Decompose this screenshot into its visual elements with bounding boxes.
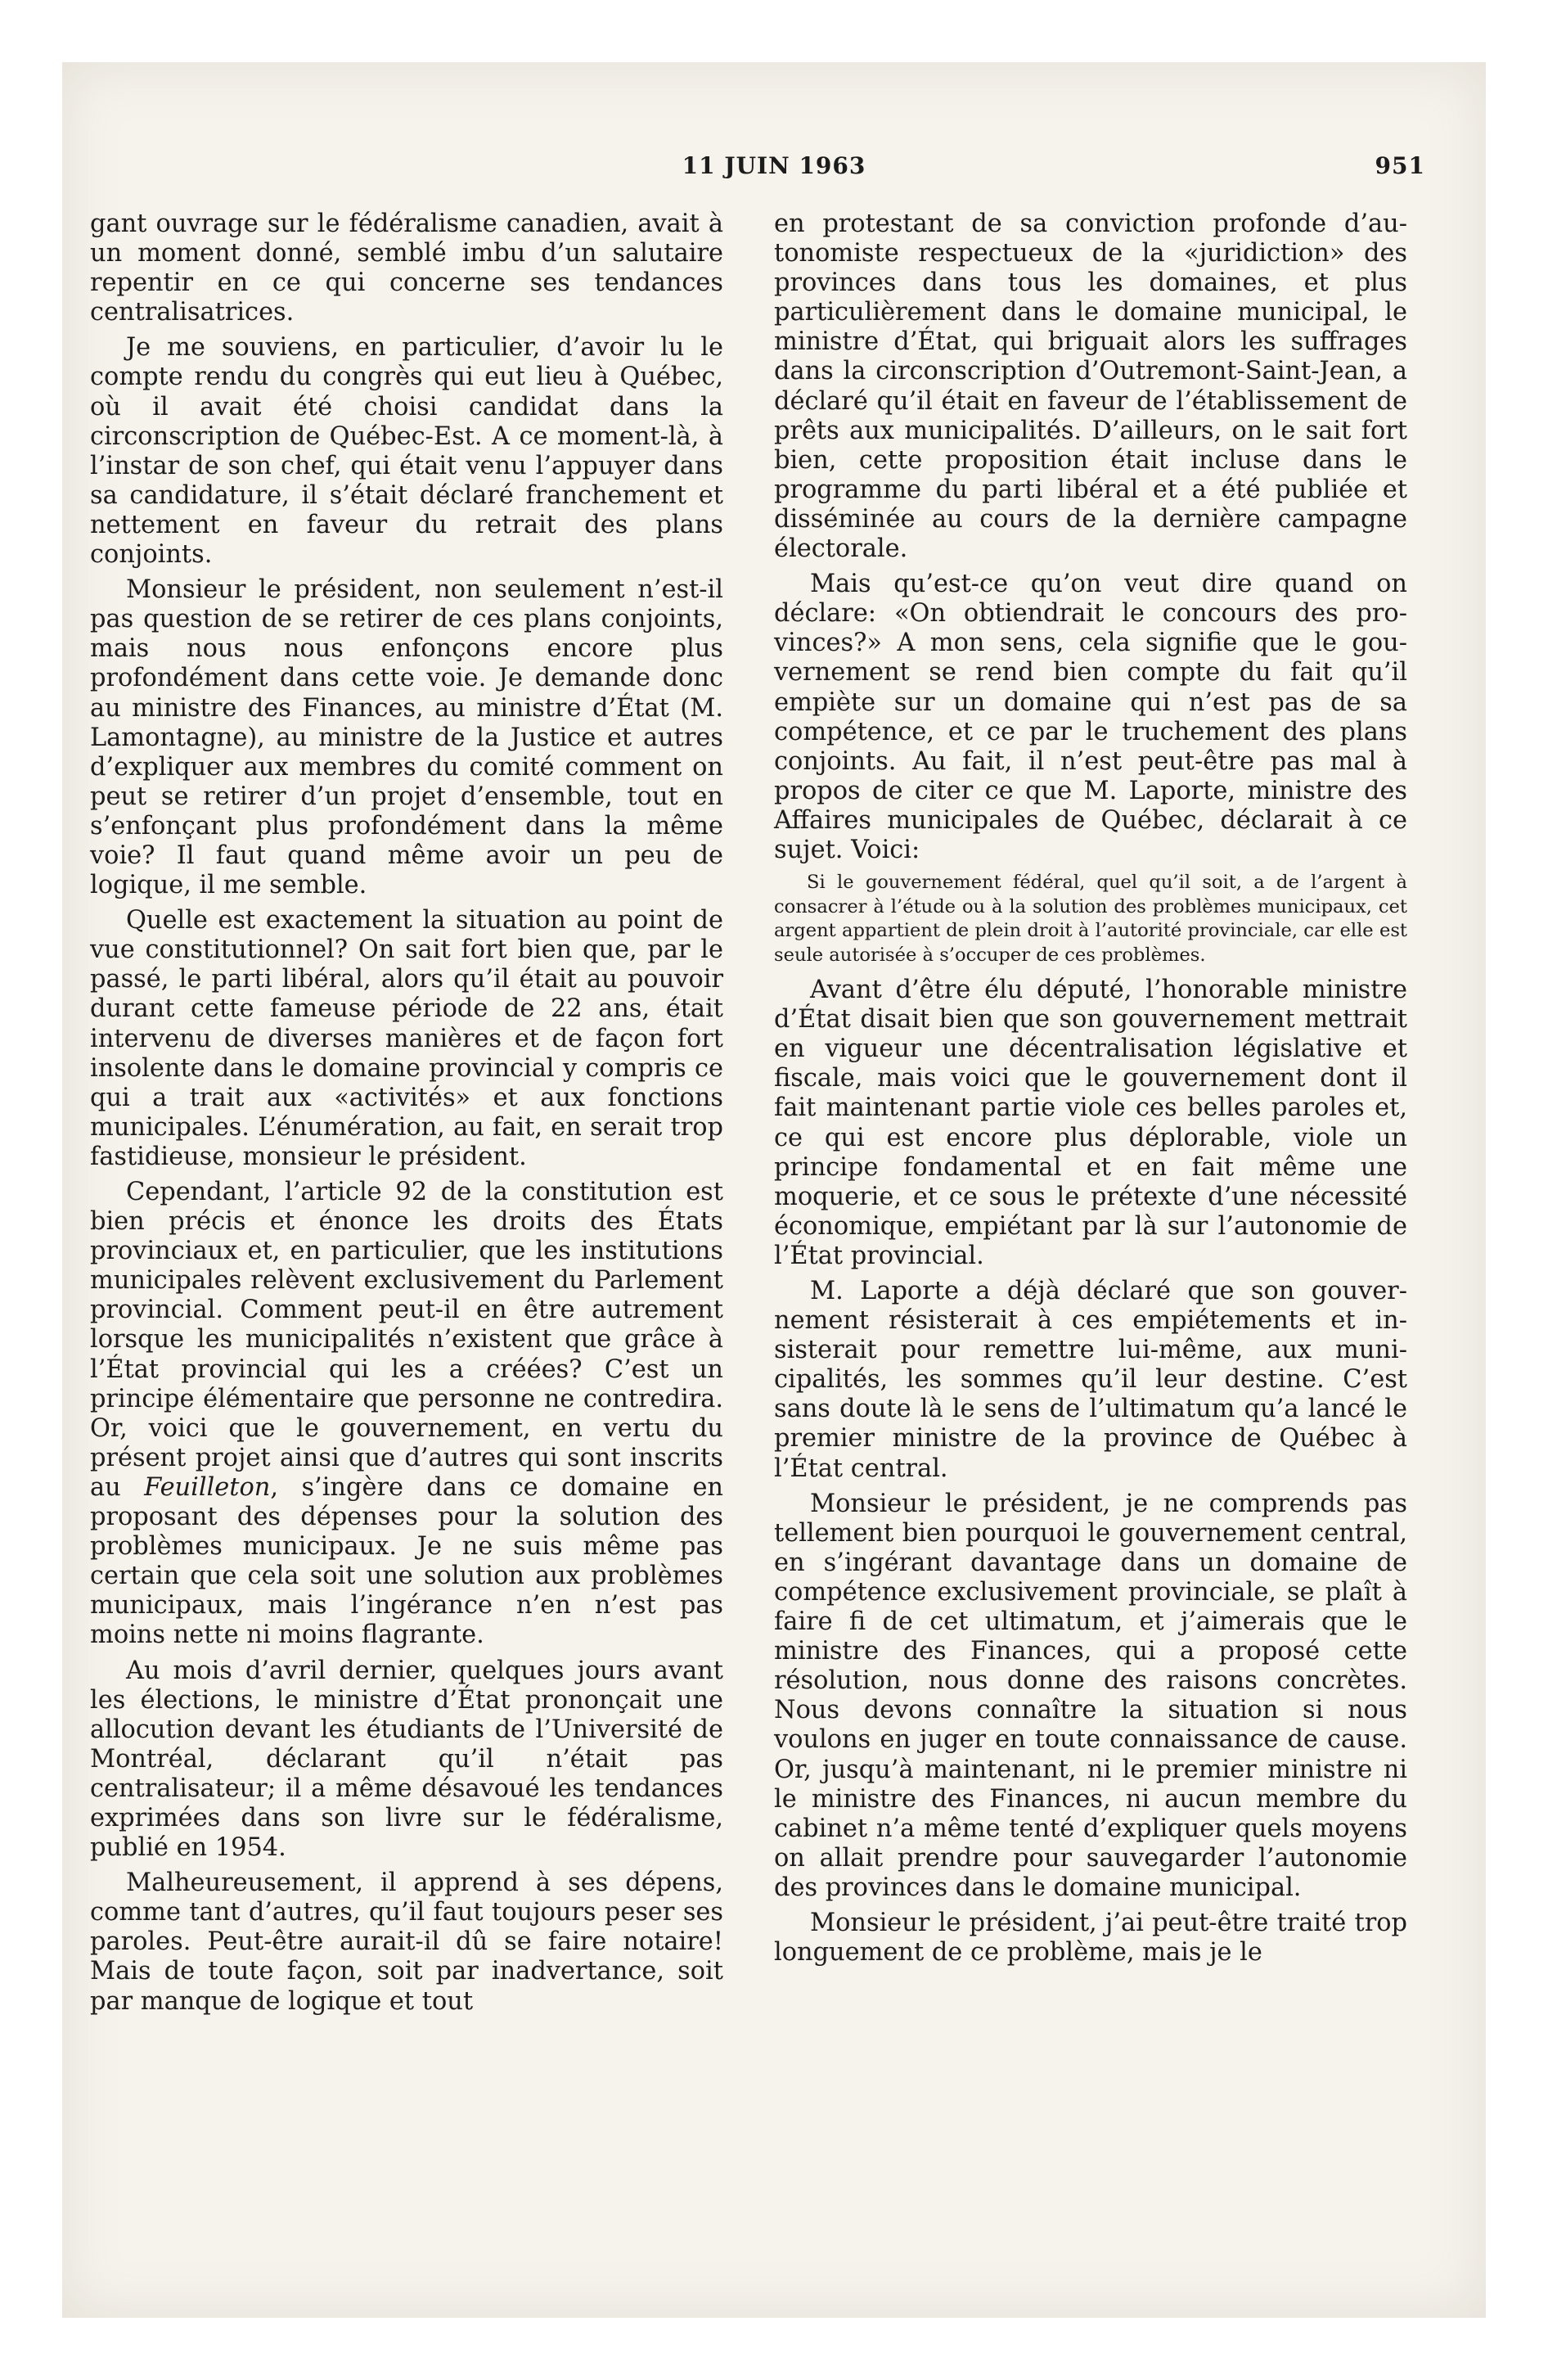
paragraph-text: , s’ingère dans ce domaine en proposant des dépenses pour la solution des problèmes municipaux. Je ne suis même pas certain que cela soit une solution aux problèmes municipaux, mais l’ingérance n’en n’est pas moins nette ni moins flagrante.: [90, 1472, 723, 1650]
quotation: Si le gouvernement fédéral, quel qu’il soit, a de l’argent à consacrer à l’étude ou à la solution des problèmes municipaux, cet argent appartient de plein droit à l’autorité provinciale, car elle est seule autorisée à s’occuper de ces problèmes.: [774, 872, 1407, 966]
page-number: 951: [1375, 152, 1425, 179]
paragraph: Au mois d’avril dernier, quelques jours avant les élections, le ministre d’État prononçait une allocution devant les étudiants de l’Université de Montréal, déclarant qu’il n’était pas centralisateur; il a même désavoué les tendances exprimées dans son livre sur le fédéralisme, publié en 1954.: [90, 1656, 723, 1863]
paragraph: Avant d’être élu député, l’honorable ministre d’État disait bien que son gouvernement mettrait en vigueur une décentralisation législative et fiscale, mais voici que le gouvernement dont il fait maintenant partie viole ces belles paroles et, ce qui est encore plus déplorable, viole un principe fondamental et en fait même une moquerie, et ce sous le prétexte d’une nécessité économique, empiétant par là sur l’autonomie de l’État provincial.: [774, 976, 1407, 1270]
paragraph: [90, 1178, 723, 1651]
left-column: [90, 210, 723, 2022]
paragraph: gant ouvrage sur le fédéralisme canadien, avait à un moment donné, semblé imbu d’un salutaire repentir en ce qui concerne ses tendances centralisatrices.: [90, 210, 723, 327]
paragraph: M. Laporte a déjà déclaré que son gouvernement résisterait à ces empiétements et insisterait pour remettre lui-même, aux municipalités, les sommes qu’il leur destine. C’est sans doute là le sens de l’ultimatum qu’a lancé le premier ministre de la province de Québec à l’État central.: [774, 1277, 1407, 1483]
header-date: 11 JUIN 1963: [682, 152, 866, 179]
right-column: [774, 210, 1407, 1973]
paragraph: en protestant de sa conviction profonde d’autonomiste respectueux de la «juridiction» des provinces dans tous les domaines, et plus particulièrement dans le domaine municipal, le ministre d’État, qui briguait alors les suffrages dans la circonscription d’Outremont-Saint-Jean, a déclaré qu’il était en faveur de l’établissement de prêts aux municipalités. D’ailleurs, on le sait fort bien, cette proposition était incluse dans le programme du parti libéral et a été publiée et disséminée au cours de la dernière campagne électorale.: [774, 210, 1407, 564]
feuilleton-italic: Feuilleton: [144, 1472, 271, 1502]
paragraph: Quelle est exactement la situation au point de vue constitutionnel? On sait fort bien que, par le passé, le parti libéral, alors qu’il était au pouvoir durant cette fameuse période de 22 ans, était intervenu de diverses manières et de façon fort insolente dans le domaine provincial y compris ce qui a trait aux «activités» et aux fonctions municipales. L’énumération, au fait, en serait trop fastidieuse, monsieur le président.: [90, 906, 723, 1171]
paragraph: Monsieur le président, non seulement n’est-il pas question de se retirer de ces plans conjoints, mais nous nous enfonçons encore plus profondément dans cette voie. Je demande donc au ministre des Finances, au ministre d’État (M. Lamontagne), au ministre de la Justice et autres d’expliquer aux membres du comité comment on peut se retirer d’un projet d’ensemble, tout en s’enfonçant plus profondément dans la même voie? Il faut quand même avoir un peu de logique, il me semble.: [90, 575, 723, 900]
paragraph: Malheureusement, il apprend à ses dépens, comme tant d’autres, qu’il faut toujours peser ses paroles. Peut-être aurait-il dû se faire notaire! Mais de toute façon, soit par inadvertance, soit par manque de logique et tout: [90, 1868, 723, 2016]
paragraph: Mais qu’est-ce qu’on veut dire quand on déclare: «On obtiendrait le concours des provinces?» A mon sens, cela signifie que le gouvernement se rend bien compte du fait qu’il empiète sur un domaine qui n’est pas de sa compétence, et ce par le truchement des plans conjoints. Au fait, il n’est peut-être pas mal à propos de citer ce que M. Laporte, ministre des Affaires municipales de Québec, déclarait à ce sujet. Voici:: [774, 570, 1407, 864]
paragraph: Monsieur le président, je ne comprends pas tellement bien pourquoi le gouvernement central, en s’ingérant davantage dans un domaine de compétence exclusivement provinciale, se plaît à faire fi de cet ultimatum, et j’aimerais que le ministre des Finances, qui a proposé cette résolution, nous donne des raisons concrètes. Nous devons connaître la situation si nous voulons en juger en toute connaissance de cause. Or, jusqu’à maintenant, ni le premier ministre ni le ministre des Finances, ni aucun membre du cabinet n’a même tenté d’expliquer quels moyens on allait prendre pour sauvegarder l’autonomie des provinces dans le domaine municipal.: [774, 1489, 1407, 1902]
page-header: [123, 152, 1425, 185]
paragraph: Je me souviens, en particulier, d’avoir lu le compte rendu du congrès qui eut lieu à Québec, où il avait été choisi candidat dans la circonscription de Québec-Est. A ce moment-là, à l’instar de son chef, qui était venu l’appuyer dans sa candidature, il s’était déclaré franchement et nettement en faveur du retrait des plans conjoints.: [90, 333, 723, 570]
paragraph: Monsieur le président, j’ai peut-être traité trop longuement de ce problème, mais je le: [774, 1908, 1407, 1968]
paragraph-text: Cependant, l’article 92 de la constitution est bien précis et énonce les droits des États provinciaux et, en particulier, que les institutions municipales relèvent exclusivement du Parlement provincial. Comment peut-il en être autrement lorsque les municipalités n’existent que grâce à l’État provincial qui les a créées? C’est un principe élémentaire que personne ne contredira. Or, voici que le gouvernement, en vertu du présent projet ainsi que d’autres qui sont inscrits au: [90, 1178, 723, 1502]
